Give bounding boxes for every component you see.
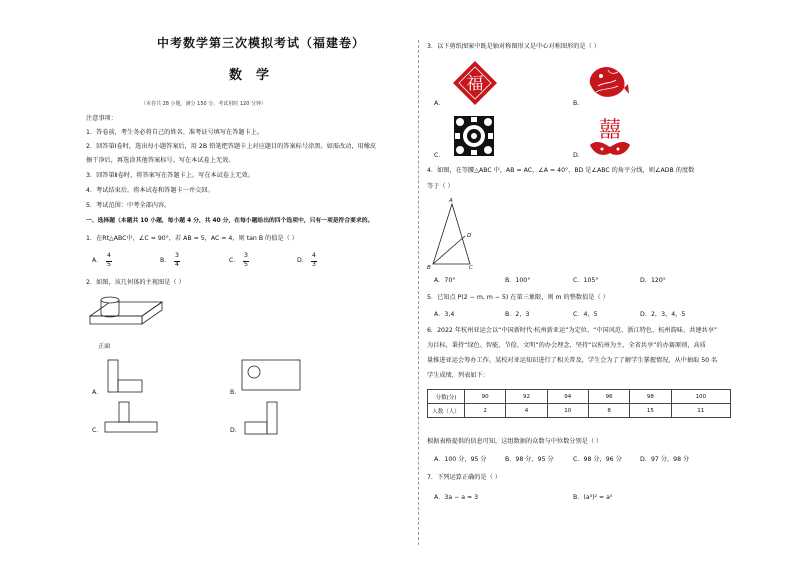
q5-option-d[interactable]: D．2，3，4，5 (640, 311, 686, 318)
table-cell: 4 (506, 404, 547, 418)
table-row (428, 390, 731, 404)
q1-stem: 1．在Rt△ABC中，∠C = 90°，若 AB = 5，AC = 4，则 tan B 的值是（ ） (86, 235, 298, 242)
q7-option-a[interactable]: A．3a − a = 3 (434, 494, 479, 501)
q2-option-d-figure (242, 400, 282, 436)
q4-option-d[interactable]: D．120° (640, 277, 666, 284)
table-cell: 98 (630, 390, 671, 404)
q5-option-a[interactable]: A．3,4 (434, 311, 455, 318)
table-cell: 100 (671, 390, 730, 404)
q2-option-c-label[interactable]: C． (92, 427, 103, 434)
q3-xi-character: 囍 (598, 118, 622, 143)
table-cell: 2 (465, 404, 506, 418)
table-cell: 8 (588, 404, 629, 418)
q2-option-a-figure (105, 358, 145, 394)
table-cell: 90 (465, 390, 506, 404)
q3-stem: 3．以下剪纸图案中既是轴对称图形又是中心对称图形的是（ ） (427, 43, 600, 50)
section-one-heading: 一、选择题（本题共 10 小题，每小题 4 分，共 40 分，在每小题给出的四个选项中，只有一项是符合要求的。 (86, 218, 374, 224)
table-cell: 92 (506, 390, 547, 404)
table-cell: 15 (630, 404, 671, 418)
q5-option-b[interactable]: B．2，3 (505, 311, 530, 318)
q2-stem: 2．如图，该几何体的主视图是（ ） (86, 279, 185, 286)
table-cell: 10 (547, 404, 588, 418)
notice-item: 4．考试结束后，将本试卷和答题卡一并交回。 (86, 187, 214, 194)
q4-option-c[interactable]: C．105° (573, 277, 599, 284)
q6-option-d[interactable]: D．97 分，98 分 (640, 456, 690, 463)
notice-item: 擦干净后，再选涂其他答案标号。写在本试卷上无效。 (86, 157, 235, 164)
q7-option-b[interactable]: B．(a³)² = a⁵ (573, 494, 613, 501)
q3-option-a-label[interactable]: A． (434, 100, 445, 107)
table-header-cell: 人数（人） (428, 404, 465, 418)
q3-option-b-image (584, 62, 630, 102)
q3-option-c-label[interactable]: C． (434, 152, 445, 159)
q5-option-c[interactable]: C．4，5 (573, 311, 598, 318)
column-divider (418, 40, 419, 545)
q2-option-b-figure (240, 358, 302, 392)
q2-solid-figure (88, 292, 168, 342)
q3-option-a-image (452, 60, 498, 106)
notice-item: 2．回答第Ⅰ卷时，选出每小题答案后，用 2B 铅笔把答题卡上对应题目的答案标号涂黑。如需改动，用橡皮 (86, 143, 377, 150)
q3-option-d-label[interactable]: D． (573, 152, 584, 159)
q2-option-a-label[interactable]: A． (92, 389, 103, 396)
q4-label-c: C (469, 265, 473, 271)
q2-option-c-figure (103, 400, 159, 434)
q7-stem: 7．下列运算正确的是（ ） (427, 474, 501, 481)
q4-stem-continued: 等于（ ） (427, 183, 454, 190)
table-cell: 94 (547, 390, 588, 404)
exam-info-note: （本卷共 28 小题，满分 150 分，考试用时 120 分钟） (141, 101, 266, 107)
q4-option-a[interactable]: A．70° (434, 277, 456, 284)
table-cell: 11 (671, 404, 730, 418)
q3-option-d-image (586, 113, 634, 159)
notice-item: 5．考试范围：中考全部内容。 (86, 202, 171, 209)
q4-label-a: A (449, 198, 453, 204)
q6-question: 根据表格提供的信息可知，这组数据的众数与中位数分别是（ ） (427, 438, 603, 445)
q6-paragraph-line: 为目标，秉持“绿色、智能、节俭、文明”的办会理念，坚持“以杭州为主，全省共享”的办赛原则，高质 (427, 342, 706, 349)
q6-paragraph-line: 6．2022 年杭州亚运会以“中国新时代·杭州新亚运”为定位、“中国风范、浙江特色、杭州韵味、共建共享” (427, 327, 718, 334)
subject-title: 数学 (229, 68, 284, 83)
q6-paragraph-line: 学生成绩，列表如下： (427, 372, 489, 379)
q4-option-b[interactable]: B．100° (505, 277, 531, 284)
table-cell: 96 (588, 390, 629, 404)
q6-option-a[interactable]: A．100 分，95 分 (434, 456, 487, 463)
q3-option-c-image (452, 114, 496, 158)
notice-item: 1．答卷前，考生务必将自己的姓名、准考证号填写在答题卡上。 (86, 129, 264, 136)
table-header-cell: 分数(分) (428, 390, 465, 404)
q6-paragraph-line: 量推进亚运会筹办工作。某校对亚运知识进行了相关普及，学生会为了了解学生掌握情况，从中抽取 50 名 (427, 357, 718, 364)
exam-title: 中考数学第三次模拟考试（福建卷） (157, 36, 366, 50)
q3-option-b-label[interactable]: B． (573, 100, 584, 107)
notice-heading: 注意事项： (86, 115, 117, 122)
q6-option-b[interactable]: B．98 分，95 分 (505, 456, 554, 463)
q6-score-table (427, 389, 731, 418)
q5-stem: 5．已知点 P(2 − m, m − 5) 在第三象限，则 m 的整数值是（ ） (427, 294, 609, 301)
q4-stem: 4．如图，在等腰△ABC 中，AB = AC，∠A = 40°，BD 是∠ABC 的角平分线，则∠ADB 的度数 (427, 167, 695, 174)
q4-label-b: B (427, 265, 431, 271)
q2-option-d-label[interactable]: D． (230, 427, 241, 434)
q3-fu-character: 福 (466, 74, 484, 94)
q2-front-label: 正面 (98, 343, 111, 350)
q4-label-d: D (467, 233, 472, 239)
q6-option-c[interactable]: C．98 分，96 分 (573, 456, 622, 463)
notice-item: 3．回答第Ⅱ卷时，将答案写在答题卡上。写在本试卷上无效。 (86, 172, 254, 179)
q2-option-b-label[interactable]: B． (230, 389, 241, 396)
table-row (428, 404, 731, 418)
